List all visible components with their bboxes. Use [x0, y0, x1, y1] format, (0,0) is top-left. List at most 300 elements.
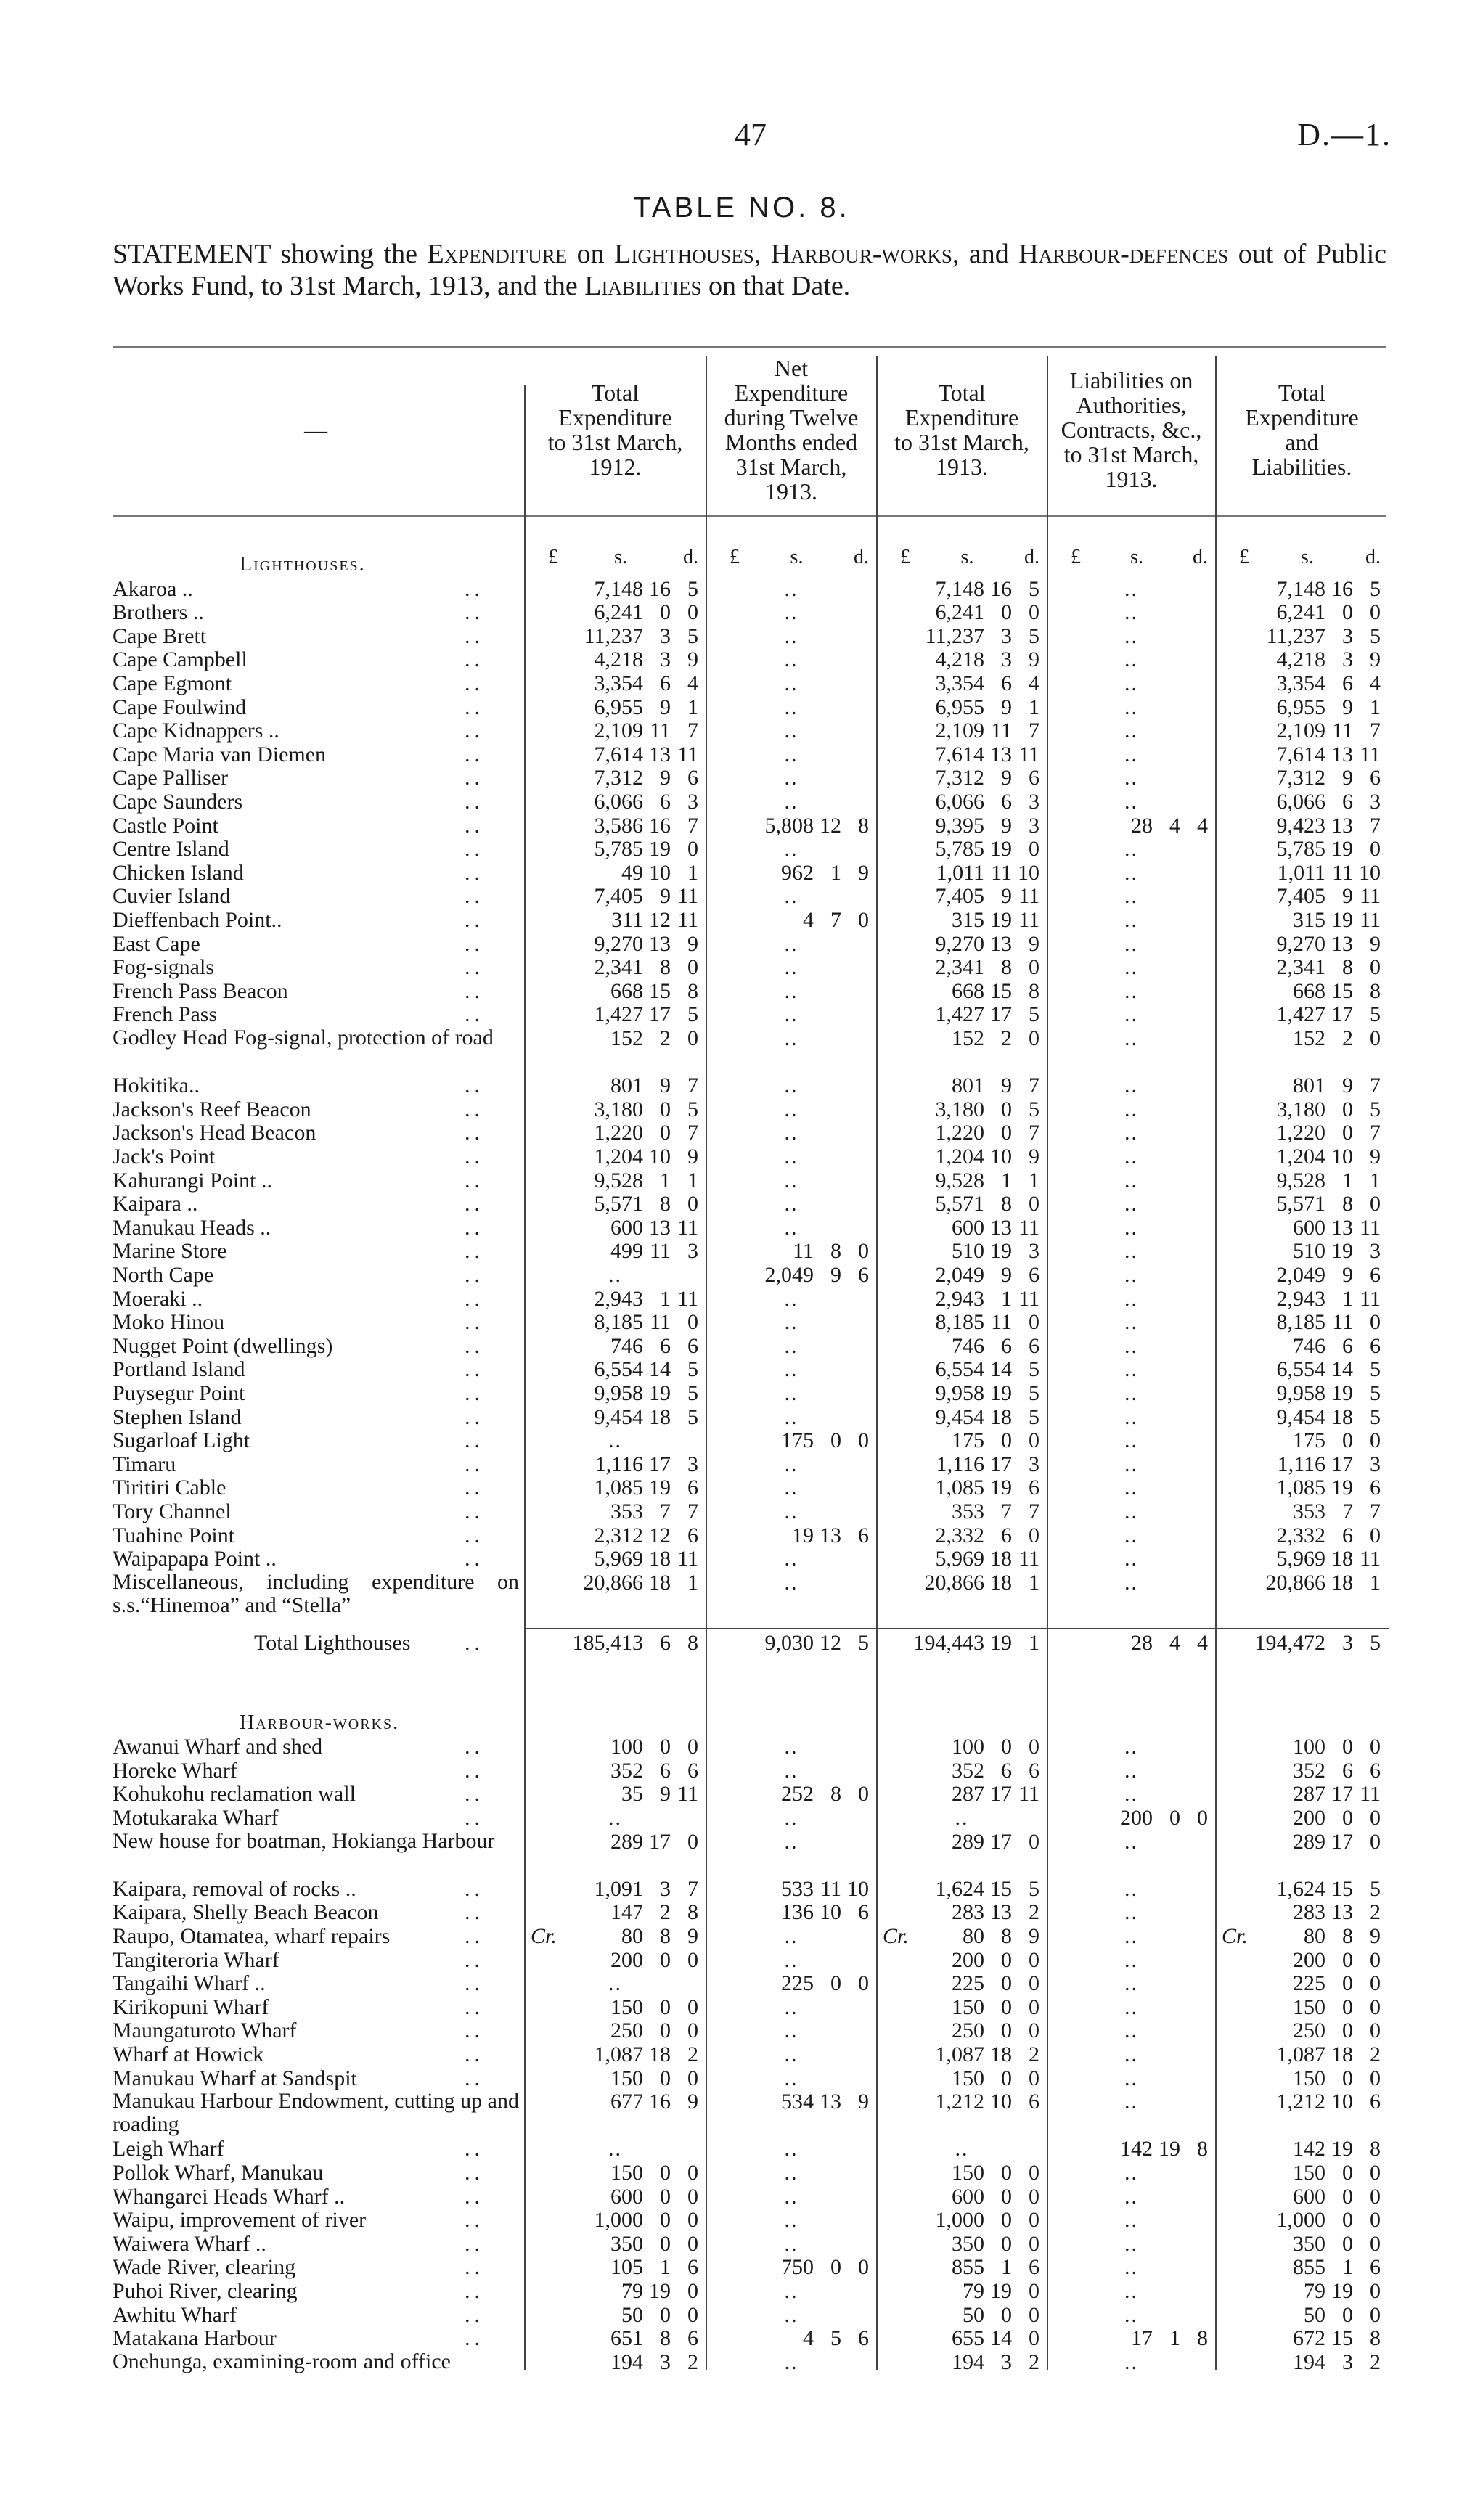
amount-pence: 11: [677, 884, 698, 909]
empty-cell: ..: [1124, 2208, 1138, 2233]
amount-shillings: 10: [1331, 2090, 1353, 2114]
empty-cell: ..: [1124, 1215, 1138, 1240]
leader-dots: ..: [465, 1073, 484, 1098]
amount-pence: 0: [858, 1428, 869, 1453]
amount-shillings: 19: [1159, 2137, 1180, 2161]
statement-part: STATEMENT showing the: [113, 239, 428, 269]
amount-pence: 11: [1360, 1286, 1381, 1311]
amount-pence: 0: [1370, 2208, 1381, 2233]
amount-shillings: 8: [1342, 1192, 1353, 1216]
amount-pounds: 152: [610, 1026, 643, 1050]
amount-pence: 7: [687, 1073, 698, 1098]
row-label: Puysegur Point: [113, 1381, 245, 1405]
leader-dots: ..: [465, 2255, 484, 2280]
amount-shillings: 0: [830, 1971, 841, 1996]
empty-cell: ..: [1124, 1239, 1138, 1264]
amount-shillings: 9: [1342, 695, 1353, 719]
amount-pounds: 80: [963, 1924, 984, 1948]
amount-shillings: 9: [830, 1263, 841, 1287]
amount-shillings: 0: [660, 2302, 671, 2327]
amount-shillings: 10: [990, 2090, 1012, 2114]
empty-cell: ..: [784, 1924, 798, 1948]
column-header-line: during Twelve: [724, 404, 859, 430]
amount-pounds: 1,087: [1276, 2042, 1325, 2066]
amount-pence: 0: [1370, 1735, 1381, 1759]
empty-cell: ..: [1124, 955, 1138, 980]
amount-pounds: 2,109: [935, 719, 984, 743]
amount-pence: 0: [1370, 1192, 1381, 1216]
empty-cell: ..: [1124, 1286, 1138, 1311]
amount-pence: 5: [1370, 1381, 1381, 1405]
amount-pence: 5: [1370, 1357, 1381, 1382]
amount-pence: 7: [687, 1121, 698, 1145]
amount-pence: 0: [1029, 600, 1039, 625]
table-row: [0, 2350, 1483, 2379]
amount-shillings: 14: [990, 1357, 1012, 1382]
amount-pence: 9: [687, 2090, 698, 2114]
amount-shillings: 11: [650, 1239, 671, 1264]
amount-pence: 9: [687, 1145, 698, 1169]
amount-pence: 5: [1370, 1876, 1381, 1901]
row-label: Waipu, improvement of river: [113, 2208, 367, 2233]
amount-pence: 0: [1029, 1192, 1039, 1216]
amount-pounds: 2,943: [935, 1286, 984, 1311]
amount-shillings: 15: [1331, 978, 1353, 1003]
amount-pounds: 353: [1293, 1500, 1325, 1523]
empty-cell: ..: [784, 955, 798, 980]
unit-header: [1071, 546, 1208, 569]
amount-shillings: 6: [660, 671, 671, 695]
amount-shillings: 19: [1331, 2137, 1353, 2161]
amount-pounds: 315: [1293, 908, 1325, 932]
amount-pounds: 79: [1304, 2279, 1325, 2303]
amount-pence: 0: [687, 837, 698, 862]
empty-cell: ..: [784, 1097, 798, 1121]
amount-shillings: 6: [660, 1631, 671, 1655]
unit-label: £: [1239, 546, 1249, 568]
amount-shillings: 9: [660, 766, 671, 790]
row-label: Castle Point: [113, 813, 218, 838]
amount-pounds: 100: [952, 1735, 984, 1759]
amount-shillings: 1: [1342, 2255, 1353, 2280]
amount-pounds: 7,405: [1276, 884, 1325, 909]
amount-pounds: 6,554: [1276, 1357, 1325, 1382]
empty-cell: ..: [784, 1404, 798, 1429]
amount-shillings: 18: [649, 1404, 671, 1429]
amount-pence: 9: [1029, 931, 1039, 956]
amount-pounds: 225: [952, 1971, 984, 1996]
statement-part: Harbour-works: [770, 239, 952, 269]
amount-shillings: 8: [660, 2326, 671, 2351]
amount-pence: 0: [1029, 2208, 1039, 2233]
amount-shillings: 6: [1342, 790, 1353, 814]
row-label: Whangarei Heads Wharf ..: [113, 2184, 346, 2209]
amount-pence: 0: [687, 2018, 698, 2043]
credit-marker: Cr.: [883, 1924, 909, 1948]
amount-pence: 11: [1360, 908, 1381, 932]
amount-shillings: 15: [990, 1876, 1012, 1901]
amount-pence: 5: [1370, 1631, 1381, 1655]
amount-pounds: 801: [610, 1073, 643, 1098]
amount-shillings: 0: [1001, 1947, 1012, 1972]
row-label: Tory Channel: [113, 1500, 232, 1523]
amount-pence: 6: [1370, 1263, 1381, 1287]
empty-cell: ..: [1124, 1073, 1138, 1098]
amount-pence: 6: [687, 766, 698, 790]
amount-pounds: 49: [621, 860, 643, 885]
amount-pounds: 152: [1293, 1026, 1325, 1050]
amount-pence: 8: [1370, 2137, 1381, 2161]
empty-cell: ..: [1124, 1900, 1138, 1925]
empty-cell: ..: [784, 1333, 798, 1358]
statement-part: , and: [952, 239, 1019, 269]
amount-pounds: 750: [781, 2255, 814, 2280]
amount-pence: 11: [1360, 742, 1381, 766]
amount-pence: 7: [687, 1876, 698, 1901]
unit-header: [730, 546, 869, 569]
amount-pence: 11: [677, 908, 698, 932]
row-label: French Pass Beacon: [113, 978, 288, 1003]
amount-shillings: 0: [660, 2066, 671, 2090]
unit-label: £: [548, 546, 558, 568]
amount-pence: 0: [858, 1782, 869, 1807]
amount-shillings: 19: [990, 1381, 1012, 1405]
row-label: Manukau Harbour Endowment, cutting up and roading: [113, 2089, 519, 2137]
row-label: North Cape: [113, 1263, 214, 1287]
empty-cell: ..: [784, 1806, 798, 1830]
row-label: Tuahine Point: [113, 1523, 235, 1547]
row-label: Leigh Wharf: [113, 2137, 224, 2161]
amount-pence: 0: [687, 955, 698, 980]
row-label: Hokitika..: [113, 1073, 200, 1098]
amount-shillings: 10: [820, 1900, 841, 1925]
amount-shillings: 1: [1001, 2255, 1012, 2280]
amount-shillings: 16: [649, 2090, 671, 2114]
amount-pence: 0: [687, 2231, 698, 2256]
amount-pence: 1: [687, 1168, 698, 1192]
amount-pence: 3: [1370, 790, 1381, 814]
row-label: Kaipara, Shelly Beach Beacon: [113, 1900, 379, 1925]
amount-pounds: 250: [610, 2018, 643, 2043]
amount-pounds: 8,185: [1276, 1310, 1325, 1335]
amount-pounds: 600: [952, 1215, 984, 1240]
empty-cell: ..: [784, 1192, 798, 1216]
empty-cell: ..: [784, 2066, 798, 2090]
empty-cell: ..: [1124, 790, 1138, 814]
empty-cell: ..: [1124, 1924, 1138, 1948]
amount-shillings: 7: [1342, 1500, 1353, 1523]
amount-pence: 8: [687, 978, 698, 1003]
row-label: Brothers ..: [113, 600, 204, 625]
unit-label: s.: [614, 546, 627, 568]
amount-shillings: 19: [649, 1476, 671, 1500]
empty-cell: ..: [784, 1452, 798, 1476]
amount-pence: 6: [1370, 2090, 1381, 2114]
amount-pence: 8: [1370, 978, 1381, 1003]
amount-pence: 2: [1029, 2349, 1039, 2374]
amount-pence: 0: [1370, 2231, 1381, 2256]
amount-pounds: 962: [781, 860, 814, 885]
leader-dots: ..: [465, 1782, 484, 1807]
amount-shillings: 12: [649, 1523, 671, 1547]
amount-pence: 4: [1370, 671, 1381, 695]
amount-pounds: 4: [803, 908, 814, 932]
leader-dots: ..: [465, 1428, 484, 1453]
total-row: [0, 1631, 1483, 1660]
row-label: Total Lighthouses: [254, 1631, 411, 1655]
amount-shillings: 19: [649, 1381, 671, 1405]
amount-pence: 1: [1029, 695, 1039, 719]
amount-pounds: 150: [1293, 2066, 1325, 2090]
amount-shillings: 0: [660, 600, 671, 625]
leader-dots: ..: [465, 1381, 484, 1405]
amount-shillings: 8: [830, 1239, 841, 1264]
amount-pence: 7: [1370, 719, 1381, 743]
leader-dots: ..: [465, 695, 484, 719]
amount-pence: 6: [1029, 766, 1039, 790]
amount-shillings: 18: [1331, 1547, 1353, 1571]
amount-pounds: 1,011: [936, 860, 984, 885]
amount-pence: 0: [1370, 1026, 1381, 1050]
amount-shillings: 11: [1332, 719, 1353, 743]
amount-pounds: 2,943: [594, 1286, 643, 1311]
amount-shillings: 8: [660, 1924, 671, 1948]
leader-dots: ..: [465, 1145, 484, 1169]
amount-shillings: 13: [820, 2090, 841, 2114]
amount-pounds: 1,204: [935, 1145, 984, 1169]
amount-pence: 5: [687, 1097, 698, 1121]
empty-cell: ..: [784, 978, 798, 1003]
amount-pence: 4: [1197, 1631, 1208, 1655]
amount-pounds: 672: [1293, 2326, 1325, 2351]
amount-pounds: 3,180: [935, 1097, 984, 1121]
amount-pence: 6: [687, 2255, 698, 2280]
empty-cell: ..: [1124, 978, 1138, 1003]
amount-pounds: 175: [952, 1428, 984, 1453]
amount-pounds: 5,571: [935, 1192, 984, 1216]
amount-shillings: 13: [1331, 931, 1353, 956]
empty-cell: ..: [1124, 1782, 1138, 1807]
stub-header: —: [304, 417, 327, 443]
amount-shillings: 13: [820, 1523, 841, 1547]
amount-shillings: 8: [1342, 1924, 1353, 1948]
row-label: Awhitu Wharf: [113, 2302, 237, 2327]
amount-pounds: 6,241: [594, 600, 643, 625]
amount-pounds: 9,528: [1276, 1168, 1325, 1192]
amount-shillings: 19: [1331, 1476, 1353, 1500]
amount-pence: 0: [687, 1026, 698, 1050]
leader-dots: ..: [465, 1168, 484, 1192]
amount-shillings: 9: [1342, 884, 1353, 909]
amount-shillings: 19: [1331, 1381, 1353, 1405]
amount-pounds: 801: [952, 1073, 984, 1098]
amount-pence: 6: [1370, 1476, 1381, 1500]
amount-pence: 0: [1370, 1829, 1381, 1854]
row-label: Fog-signals: [113, 955, 215, 980]
unit-label: s.: [790, 546, 804, 568]
amount-shillings: 3: [1001, 647, 1012, 672]
empty-cell: ..: [1124, 695, 1138, 719]
amount-pounds: 150: [1293, 2161, 1325, 2185]
row-label: Waiwera Wharf ..: [113, 2231, 266, 2256]
empty-cell: ..: [608, 1428, 622, 1453]
unit-label: £: [900, 546, 910, 568]
amount-pounds: 352: [1293, 1758, 1325, 1783]
amount-pounds: 194: [1293, 2349, 1325, 2374]
amount-shillings: 18: [990, 2042, 1012, 2066]
leader-dots: ..: [465, 955, 484, 980]
empty-cell: ..: [1124, 1428, 1138, 1453]
amount-shillings: 0: [1001, 1121, 1012, 1145]
statement-part: Expenditure: [427, 239, 568, 269]
leader-dots: ..: [465, 2066, 484, 2090]
column-header-line: 1913.: [765, 478, 817, 504]
empty-cell: ..: [784, 1145, 798, 1169]
row-label: Kohukohu reclamation wall: [113, 1782, 356, 1807]
amount-pounds: 5,969: [1276, 1547, 1325, 1571]
leader-dots: ..: [465, 1876, 484, 1901]
empty-cell: ..: [1124, 623, 1138, 648]
amount-pence: 0: [1029, 2279, 1039, 2303]
amount-pounds: 1,087: [594, 2042, 643, 2066]
amount-pence: 1: [1029, 1168, 1039, 1192]
amount-pounds: 100: [610, 1735, 643, 1759]
empty-cell: ..: [784, 790, 798, 814]
amount-pence: 5: [687, 1381, 698, 1405]
row-label: Cape Egmont: [113, 671, 232, 695]
row-label: Tiritiri Cable: [113, 1476, 226, 1500]
amount-pence: 8: [687, 1631, 698, 1655]
amount-shillings: 0: [660, 1121, 671, 1145]
amount-pence: 0: [1370, 1995, 1381, 2019]
amount-pounds: 1,204: [1276, 1145, 1325, 1169]
row-label: Jackson's Reef Beacon: [113, 1097, 311, 1121]
amount-pence: 3: [1029, 790, 1039, 814]
empty-cell: ..: [1124, 600, 1138, 625]
amount-pounds: 6,066: [1276, 790, 1325, 814]
amount-pounds: 7,312: [935, 766, 984, 790]
amount-pounds: 600: [1293, 2184, 1325, 2209]
amount-pence: 9: [1370, 1145, 1381, 1169]
amount-pounds: 20,866: [1265, 1570, 1325, 1595]
amount-shillings: 14: [1331, 1357, 1353, 1382]
amount-pounds: 9,270: [1276, 931, 1325, 956]
row-label: Pollok Wharf, Manukau: [113, 2161, 324, 2185]
amount-pounds: 5,808: [764, 813, 814, 838]
amount-shillings: 6: [1342, 671, 1353, 695]
amount-shillings: 13: [1331, 813, 1353, 838]
empty-cell: ..: [1124, 1947, 1138, 1972]
amount-shillings: 6: [1342, 1523, 1353, 1547]
amount-shillings: 4: [1169, 1631, 1180, 1655]
row-label: Cape Saunders: [113, 790, 243, 814]
amount-pounds: 11,237: [925, 623, 984, 648]
amount-pence: 2: [1029, 1900, 1039, 1925]
amount-shillings: 11: [650, 1310, 671, 1335]
amount-pounds: 2,341: [594, 955, 643, 980]
row-label: Moeraki ..: [113, 1286, 203, 1311]
amount-pence: 11: [1018, 884, 1039, 909]
amount-pounds: 50: [621, 2302, 643, 2327]
amount-shillings: 6: [1001, 671, 1012, 695]
empty-cell: ..: [784, 1026, 798, 1050]
amount-pence: 6: [687, 1333, 698, 1358]
amount-pounds: 289: [952, 1829, 984, 1854]
amount-pounds: 655: [952, 2326, 984, 2351]
amount-shillings: 10: [649, 860, 671, 885]
amount-shillings: 8: [1001, 1192, 1012, 1216]
amount-pence: 0: [858, 908, 869, 932]
amount-pounds: 152: [952, 1026, 984, 1050]
empty-cell: ..: [784, 600, 798, 625]
amount-pence: 0: [858, 1971, 869, 1996]
amount-pence: 8: [1197, 2137, 1208, 2161]
row-label: Onehunga, examining-room and office: [113, 2349, 451, 2373]
amount-pounds: 175: [1293, 1428, 1325, 1453]
column-header-line: 31st March,: [735, 454, 847, 480]
amount-shillings: 3: [660, 2349, 671, 2374]
amount-pounds: 9,395: [935, 813, 984, 838]
amount-pounds: 9,454: [935, 1404, 984, 1429]
empty-cell: ..: [1124, 1995, 1138, 2019]
amount-shillings: 9: [1342, 1073, 1353, 1098]
amount-pence: 11: [1360, 1782, 1381, 1807]
amount-pounds: 1,427: [1276, 1002, 1325, 1027]
amount-shillings: 18: [990, 1570, 1012, 1595]
amount-pence: 9: [687, 647, 698, 672]
amount-pence: 9: [1370, 931, 1381, 956]
amount-shillings: 0: [1001, 2161, 1012, 2185]
amount-pounds: 1,000: [594, 2208, 643, 2233]
amount-shillings: 9: [660, 1073, 671, 1098]
amount-shillings: 17: [649, 1829, 671, 1854]
amount-shillings: 9: [660, 1782, 671, 1807]
empty-cell: ..: [784, 2349, 798, 2374]
amount-shillings: 3: [660, 1876, 671, 1901]
amount-shillings: 8: [1001, 955, 1012, 980]
amount-shillings: 13: [990, 1900, 1012, 1925]
amount-pence: 10: [1018, 860, 1039, 885]
amount-shillings: 18: [1331, 1570, 1353, 1595]
amount-pounds: 350: [952, 2231, 984, 2256]
empty-cell: ..: [1124, 1121, 1138, 1145]
empty-cell: ..: [608, 1806, 622, 1830]
amount-shillings: 13: [649, 1215, 671, 1240]
amount-pounds: 510: [952, 1239, 984, 1264]
amount-shillings: 19: [990, 1476, 1012, 1500]
amount-pence: 0: [1029, 2231, 1039, 2256]
amount-shillings: 17: [649, 1002, 671, 1027]
amount-pounds: 600: [1293, 1215, 1325, 1240]
amount-pence: 1: [1029, 1631, 1039, 1655]
amount-pounds: 11,237: [1266, 623, 1325, 648]
amount-pence: 5: [858, 1631, 869, 1655]
amount-pounds: 1,212: [1276, 2090, 1325, 2114]
row-label: Miscellaneous, including expenditure on s.s.“Hinemoa” and “Stella”: [113, 1569, 519, 1617]
amount-pence: 0: [1370, 1947, 1381, 1972]
leader-dots: ..: [465, 1404, 484, 1429]
column-header-c3: [878, 380, 1045, 479]
amount-shillings: 6: [660, 1758, 671, 1783]
leader-dots: ..: [465, 1900, 484, 1925]
amount-shillings: 13: [1331, 742, 1353, 766]
amount-shillings: 18: [1331, 1404, 1353, 1429]
empty-cell: ..: [784, 647, 798, 672]
amount-shillings: 1: [660, 1286, 671, 1311]
empty-cell: ..: [1124, 1735, 1138, 1759]
leader-dots: ..: [465, 1452, 484, 1476]
amount-pounds: 80: [621, 1924, 643, 1948]
